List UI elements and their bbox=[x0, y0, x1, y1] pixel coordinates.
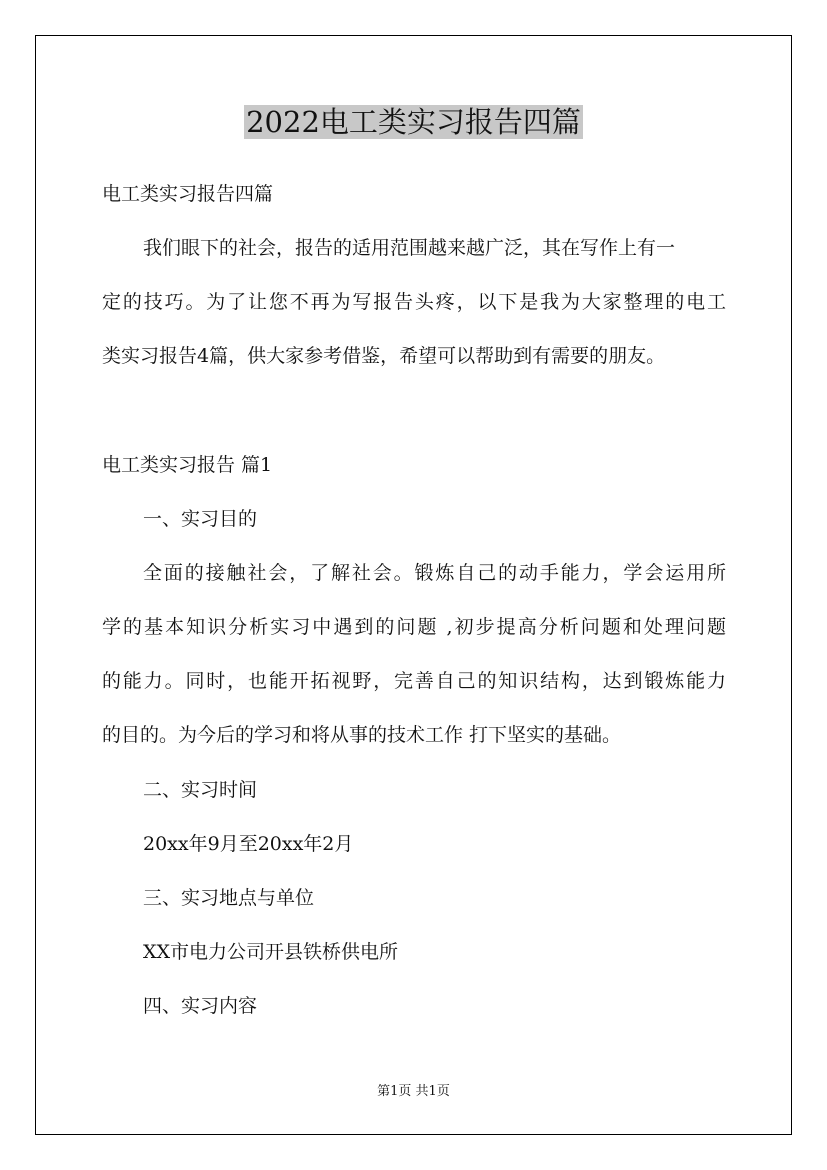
intro-line-2: 定的技巧。为了让您不再为写报告头疼，以下是我为大家整理的电工 bbox=[102, 291, 726, 313]
part1-line-3: 的能力。同时，也能开拓视野，完善自己的知识结构，达到锻炼能力 bbox=[102, 670, 726, 692]
part1-line-1: 全面的接触社会，了解社会。锻炼自己的动手能力，学会运用所 bbox=[143, 562, 726, 584]
document-title bbox=[0, 100, 827, 144]
part1-line-4: 的目的。为今后的学习和将从事的技术工作 打下坚实的基础。 bbox=[102, 724, 622, 746]
part4-heading: 四、实习内容 bbox=[143, 995, 258, 1017]
section-heading: 电工类实习报告 篇1 bbox=[102, 454, 273, 476]
intro-line-3: 类实习报告4篇，供大家参考借鉴，希望可以帮助到有需要的朋友。 bbox=[102, 345, 666, 367]
document-subtitle: 电工类实习报告四篇 bbox=[102, 183, 274, 205]
part2-text: 20xx年9月至20xx年2月 bbox=[143, 833, 354, 855]
intro-line-1: 我们眼下的社会，报告的适用范围越来越广泛，其在写作上有一 bbox=[143, 237, 676, 259]
part2-heading: 二、实习时间 bbox=[143, 779, 258, 801]
part3-heading: 三、实习地点与单位 bbox=[143, 887, 315, 909]
part3-text: XX市电力公司开县铁桥供电所 bbox=[143, 941, 399, 963]
part1-heading: 一、实习目的 bbox=[143, 508, 258, 530]
document-title-text: 2022电工类实习报告四篇 bbox=[246, 105, 581, 139]
page-number: 第1页 共1页 bbox=[377, 1084, 450, 1099]
part1-line-2: 学的基本知识分析实习中遇到的问题 ,初步提高分析问题和处理问题 bbox=[102, 616, 726, 638]
